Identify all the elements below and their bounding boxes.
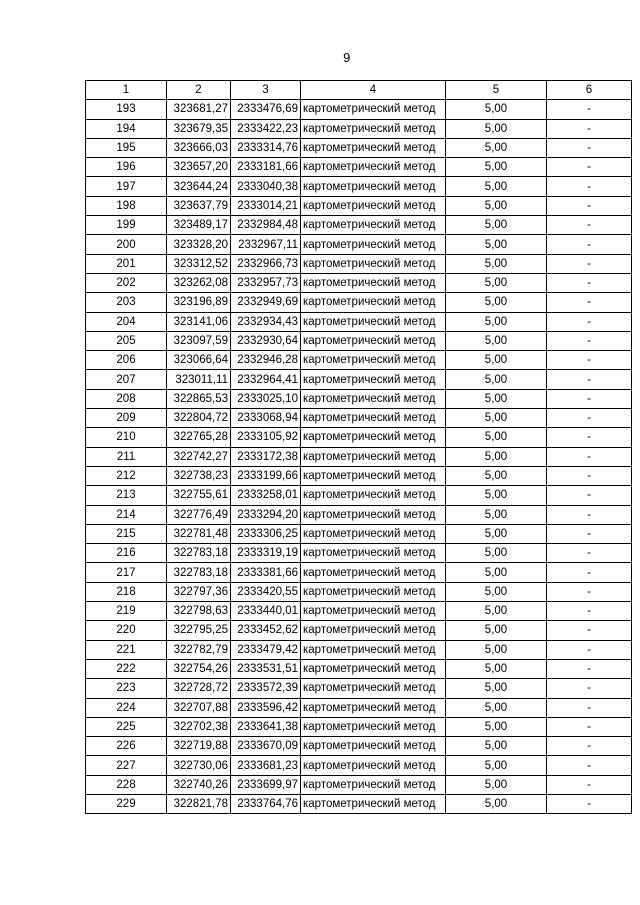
cell-note: - xyxy=(547,254,632,273)
table-row xyxy=(86,428,632,447)
cell-accuracy: 5,00 xyxy=(446,409,547,428)
cell-method: картометрический метод xyxy=(301,428,446,447)
cell-y-coordinate: 2332984,48 xyxy=(231,216,301,235)
cell-y-coordinate: 2333172,38 xyxy=(231,447,301,466)
cell-accuracy: 5,00 xyxy=(446,351,547,370)
cell-accuracy: 5,00 xyxy=(446,582,547,601)
cell-note: - xyxy=(547,582,632,601)
cell-y-coordinate: 2333596,42 xyxy=(231,698,301,717)
cell-x-coordinate: 323141,06 xyxy=(167,312,231,331)
cell-y-coordinate: 2333422,23 xyxy=(231,119,301,138)
table-row xyxy=(86,775,632,794)
cell-y-coordinate: 2333641,38 xyxy=(231,717,301,736)
cell-y-coordinate: 2333294,20 xyxy=(231,505,301,524)
cell-accuracy: 5,00 xyxy=(446,621,547,640)
column-header-3: 3 xyxy=(231,81,301,100)
cell-accuracy: 5,00 xyxy=(446,331,547,350)
cell-note: - xyxy=(547,158,632,177)
cell-point-number: 229 xyxy=(86,794,167,813)
cell-method: картометрический метод xyxy=(301,659,446,678)
cell-method: картометрический метод xyxy=(301,389,446,408)
table-row xyxy=(86,293,632,312)
cell-point-number: 204 xyxy=(86,312,167,331)
cell-y-coordinate: 2333479,42 xyxy=(231,640,301,659)
cell-method: картометрический метод xyxy=(301,100,446,119)
cell-y-coordinate: 2333025,10 xyxy=(231,389,301,408)
cell-note: - xyxy=(547,370,632,389)
cell-note: - xyxy=(547,717,632,736)
column-header-5: 5 xyxy=(446,81,547,100)
cell-method: картометрический метод xyxy=(301,351,446,370)
cell-x-coordinate: 322719,88 xyxy=(167,737,231,756)
cell-y-coordinate: 2333306,25 xyxy=(231,524,301,543)
cell-accuracy: 5,00 xyxy=(446,389,547,408)
cell-note: - xyxy=(547,293,632,312)
cell-note: - xyxy=(547,177,632,196)
cell-method: картометрический метод xyxy=(301,679,446,698)
cell-note: - xyxy=(547,737,632,756)
cell-accuracy: 5,00 xyxy=(446,273,547,292)
cell-method: картометрический метод xyxy=(301,640,446,659)
cell-method: картометрический метод xyxy=(301,737,446,756)
cell-accuracy: 5,00 xyxy=(446,544,547,563)
cell-y-coordinate: 2332949,69 xyxy=(231,293,301,312)
cell-x-coordinate: 322804,72 xyxy=(167,409,231,428)
cell-note: - xyxy=(547,621,632,640)
table-row xyxy=(86,254,632,273)
cell-x-coordinate: 323066,64 xyxy=(167,351,231,370)
cell-x-coordinate: 323312,52 xyxy=(167,254,231,273)
table-row xyxy=(86,602,632,621)
cell-note: - xyxy=(547,100,632,119)
cell-point-number: 217 xyxy=(86,563,167,582)
cell-point-number: 202 xyxy=(86,273,167,292)
cell-point-number: 196 xyxy=(86,158,167,177)
cell-point-number: 222 xyxy=(86,659,167,678)
cell-method: картометрический метод xyxy=(301,254,446,273)
table-row xyxy=(86,389,632,408)
page-number: 9 xyxy=(343,50,351,65)
table-row xyxy=(86,119,632,138)
cell-x-coordinate: 322755,61 xyxy=(167,486,231,505)
cell-note: - xyxy=(547,659,632,678)
cell-y-coordinate: 2333319,19 xyxy=(231,544,301,563)
cell-accuracy: 5,00 xyxy=(446,737,547,756)
table-row xyxy=(86,447,632,466)
cell-accuracy: 5,00 xyxy=(446,196,547,215)
cell-method: картометрический метод xyxy=(301,119,446,138)
cell-accuracy: 5,00 xyxy=(446,138,547,157)
cell-accuracy: 5,00 xyxy=(446,158,547,177)
cell-point-number: 199 xyxy=(86,216,167,235)
cell-point-number: 211 xyxy=(86,447,167,466)
cell-accuracy: 5,00 xyxy=(446,775,547,794)
cell-method: картометрический метод xyxy=(301,775,446,794)
cell-y-coordinate: 2332957,73 xyxy=(231,273,301,292)
cell-y-coordinate: 2333764,76 xyxy=(231,794,301,813)
cell-y-coordinate: 2332934,43 xyxy=(231,312,301,331)
cell-note: - xyxy=(547,505,632,524)
cell-note: - xyxy=(547,273,632,292)
cell-method: картометрический метод xyxy=(301,698,446,717)
cell-point-number: 205 xyxy=(86,331,167,350)
table-row xyxy=(86,158,632,177)
cell-note: - xyxy=(547,466,632,485)
cell-accuracy: 5,00 xyxy=(446,428,547,447)
cell-note: - xyxy=(547,331,632,350)
cell-note: - xyxy=(547,138,632,157)
cell-note: - xyxy=(547,447,632,466)
cell-note: - xyxy=(547,428,632,447)
cell-x-coordinate: 323681,27 xyxy=(167,100,231,119)
cell-method: картометрический метод xyxy=(301,544,446,563)
cell-accuracy: 5,00 xyxy=(446,640,547,659)
table-row xyxy=(86,698,632,717)
table-row xyxy=(86,717,632,736)
table-row xyxy=(86,235,632,254)
cell-x-coordinate: 323196,89 xyxy=(167,293,231,312)
cell-method: картометрический метод xyxy=(301,196,446,215)
cell-point-number: 197 xyxy=(86,177,167,196)
cell-point-number: 198 xyxy=(86,196,167,215)
cell-x-coordinate: 322742,27 xyxy=(167,447,231,466)
column-header-4: 4 xyxy=(301,81,446,100)
cell-y-coordinate: 2332967,11 xyxy=(231,235,301,254)
cell-method: картометрический метод xyxy=(301,138,446,157)
cell-method: картометрический метод xyxy=(301,582,446,601)
column-header-1: 1 xyxy=(86,81,167,100)
cell-x-coordinate: 322781,48 xyxy=(167,524,231,543)
cell-y-coordinate: 2333670,09 xyxy=(231,737,301,756)
cell-method: картометрический метод xyxy=(301,177,446,196)
column-header-6: 6 xyxy=(547,81,632,100)
table-row xyxy=(86,659,632,678)
coordinates-table xyxy=(85,80,632,814)
cell-x-coordinate: 323097,59 xyxy=(167,331,231,350)
cell-x-coordinate: 322798,63 xyxy=(167,602,231,621)
cell-accuracy: 5,00 xyxy=(446,293,547,312)
cell-note: - xyxy=(547,119,632,138)
cell-method: картометрический метод xyxy=(301,216,446,235)
cell-point-number: 209 xyxy=(86,409,167,428)
cell-accuracy: 5,00 xyxy=(446,447,547,466)
cell-y-coordinate: 2333440,01 xyxy=(231,602,301,621)
cell-method: картометрический метод xyxy=(301,331,446,350)
table-row xyxy=(86,505,632,524)
cell-x-coordinate: 323657,20 xyxy=(167,158,231,177)
cell-point-number: 194 xyxy=(86,119,167,138)
cell-point-number: 210 xyxy=(86,428,167,447)
cell-note: - xyxy=(547,409,632,428)
cell-note: - xyxy=(547,544,632,563)
cell-note: - xyxy=(547,563,632,582)
table-row xyxy=(86,331,632,350)
cell-point-number: 206 xyxy=(86,351,167,370)
cell-method: картометрический метод xyxy=(301,293,446,312)
table-row xyxy=(86,679,632,698)
cell-method: картометрический метод xyxy=(301,486,446,505)
cell-y-coordinate: 2333699,97 xyxy=(231,775,301,794)
cell-accuracy: 5,00 xyxy=(446,216,547,235)
table-row xyxy=(86,621,632,640)
cell-point-number: 207 xyxy=(86,370,167,389)
cell-accuracy: 5,00 xyxy=(446,119,547,138)
cell-method: картометрический метод xyxy=(301,158,446,177)
table-row xyxy=(86,351,632,370)
table-row xyxy=(86,756,632,775)
cell-y-coordinate: 2333476,69 xyxy=(231,100,301,119)
table-row xyxy=(86,486,632,505)
cell-note: - xyxy=(547,756,632,775)
cell-accuracy: 5,00 xyxy=(446,563,547,582)
cell-accuracy: 5,00 xyxy=(446,524,547,543)
cell-note: - xyxy=(547,679,632,698)
cell-x-coordinate: 322782,79 xyxy=(167,640,231,659)
cell-note: - xyxy=(547,486,632,505)
cell-y-coordinate: 2332930,64 xyxy=(231,331,301,350)
cell-method: картометрический метод xyxy=(301,466,446,485)
cell-x-coordinate: 323679,35 xyxy=(167,119,231,138)
table-row xyxy=(86,737,632,756)
cell-y-coordinate: 2333681,23 xyxy=(231,756,301,775)
cell-method: картометрический метод xyxy=(301,794,446,813)
cell-point-number: 218 xyxy=(86,582,167,601)
cell-accuracy: 5,00 xyxy=(446,659,547,678)
cell-x-coordinate: 322865,53 xyxy=(167,389,231,408)
table-row xyxy=(86,312,632,331)
cell-method: картометрический метод xyxy=(301,447,446,466)
table-body xyxy=(86,100,632,814)
cell-y-coordinate: 2333199,66 xyxy=(231,466,301,485)
cell-x-coordinate: 322821,78 xyxy=(167,794,231,813)
cell-x-coordinate: 322740,26 xyxy=(167,775,231,794)
cell-x-coordinate: 323011,11 xyxy=(167,370,231,389)
cell-point-number: 221 xyxy=(86,640,167,659)
cell-note: - xyxy=(547,351,632,370)
cell-method: картометрический метод xyxy=(301,370,446,389)
cell-x-coordinate: 323328,20 xyxy=(167,235,231,254)
table-row xyxy=(86,177,632,196)
cell-point-number: 223 xyxy=(86,679,167,698)
table-row xyxy=(86,100,632,119)
cell-method: картометрический метод xyxy=(301,409,446,428)
cell-y-coordinate: 2333314,76 xyxy=(231,138,301,157)
cell-y-coordinate: 2333452,62 xyxy=(231,621,301,640)
cell-point-number: 228 xyxy=(86,775,167,794)
cell-accuracy: 5,00 xyxy=(446,466,547,485)
cell-accuracy: 5,00 xyxy=(446,100,547,119)
cell-accuracy: 5,00 xyxy=(446,177,547,196)
table-row xyxy=(86,640,632,659)
table-row xyxy=(86,196,632,215)
cell-accuracy: 5,00 xyxy=(446,794,547,813)
cell-x-coordinate: 323644,24 xyxy=(167,177,231,196)
cell-accuracy: 5,00 xyxy=(446,370,547,389)
table-header-row xyxy=(86,81,632,100)
cell-point-number: 201 xyxy=(86,254,167,273)
table-row xyxy=(86,524,632,543)
cell-point-number: 226 xyxy=(86,737,167,756)
cell-point-number: 212 xyxy=(86,466,167,485)
table-row xyxy=(86,273,632,292)
table-row xyxy=(86,582,632,601)
cell-y-coordinate: 2332966,73 xyxy=(231,254,301,273)
cell-y-coordinate: 2333068,94 xyxy=(231,409,301,428)
cell-y-coordinate: 2333258,01 xyxy=(231,486,301,505)
cell-method: картометрический метод xyxy=(301,235,446,254)
cell-x-coordinate: 322728,72 xyxy=(167,679,231,698)
cell-x-coordinate: 323666,03 xyxy=(167,138,231,157)
cell-y-coordinate: 2333531,51 xyxy=(231,659,301,678)
cell-x-coordinate: 322754,26 xyxy=(167,659,231,678)
cell-x-coordinate: 322730,06 xyxy=(167,756,231,775)
cell-y-coordinate: 2332946,28 xyxy=(231,351,301,370)
cell-note: - xyxy=(547,640,632,659)
table-row xyxy=(86,794,632,813)
cell-x-coordinate: 322783,18 xyxy=(167,563,231,582)
cell-x-coordinate: 322783,18 xyxy=(167,544,231,563)
cell-method: картометрический метод xyxy=(301,312,446,331)
cell-accuracy: 5,00 xyxy=(446,312,547,331)
cell-note: - xyxy=(547,196,632,215)
cell-point-number: 193 xyxy=(86,100,167,119)
cell-accuracy: 5,00 xyxy=(446,486,547,505)
cell-accuracy: 5,00 xyxy=(446,254,547,273)
cell-point-number: 225 xyxy=(86,717,167,736)
cell-note: - xyxy=(547,775,632,794)
cell-note: - xyxy=(547,235,632,254)
cell-method: картометрический метод xyxy=(301,621,446,640)
table-row xyxy=(86,409,632,428)
cell-method: картометрический метод xyxy=(301,273,446,292)
cell-y-coordinate: 2333040,38 xyxy=(231,177,301,196)
cell-x-coordinate: 322776,49 xyxy=(167,505,231,524)
cell-method: картометрический метод xyxy=(301,563,446,582)
cell-point-number: 203 xyxy=(86,293,167,312)
cell-note: - xyxy=(547,698,632,717)
cell-accuracy: 5,00 xyxy=(446,679,547,698)
cell-y-coordinate: 2333105,92 xyxy=(231,428,301,447)
cell-accuracy: 5,00 xyxy=(446,717,547,736)
cell-note: - xyxy=(547,602,632,621)
cell-point-number: 216 xyxy=(86,544,167,563)
cell-x-coordinate: 323262,08 xyxy=(167,273,231,292)
cell-note: - xyxy=(547,216,632,235)
cell-x-coordinate: 322702,38 xyxy=(167,717,231,736)
cell-accuracy: 5,00 xyxy=(446,756,547,775)
cell-point-number: 195 xyxy=(86,138,167,157)
cell-y-coordinate: 2333381,66 xyxy=(231,563,301,582)
cell-note: - xyxy=(547,524,632,543)
cell-y-coordinate: 2333572,39 xyxy=(231,679,301,698)
cell-accuracy: 5,00 xyxy=(446,235,547,254)
cell-accuracy: 5,00 xyxy=(446,602,547,621)
cell-accuracy: 5,00 xyxy=(446,698,547,717)
cell-point-number: 214 xyxy=(86,505,167,524)
cell-x-coordinate: 322765,28 xyxy=(167,428,231,447)
cell-point-number: 213 xyxy=(86,486,167,505)
cell-x-coordinate: 322797,36 xyxy=(167,582,231,601)
cell-accuracy: 5,00 xyxy=(446,505,547,524)
cell-method: картометрический метод xyxy=(301,505,446,524)
cell-point-number: 200 xyxy=(86,235,167,254)
cell-point-number: 224 xyxy=(86,698,167,717)
table-row xyxy=(86,370,632,389)
cell-y-coordinate: 2332964,41 xyxy=(231,370,301,389)
cell-method: картометрический метод xyxy=(301,602,446,621)
cell-x-coordinate: 323637,79 xyxy=(167,196,231,215)
cell-point-number: 215 xyxy=(86,524,167,543)
cell-y-coordinate: 2333181,66 xyxy=(231,158,301,177)
cell-point-number: 219 xyxy=(86,602,167,621)
cell-y-coordinate: 2333014,21 xyxy=(231,196,301,215)
table-row xyxy=(86,563,632,582)
cell-note: - xyxy=(547,794,632,813)
cell-point-number: 220 xyxy=(86,621,167,640)
cell-note: - xyxy=(547,312,632,331)
column-header-2: 2 xyxy=(167,81,231,100)
cell-point-number: 208 xyxy=(86,389,167,408)
table-row xyxy=(86,466,632,485)
cell-y-coordinate: 2333420,55 xyxy=(231,582,301,601)
cell-x-coordinate: 322738,23 xyxy=(167,466,231,485)
cell-x-coordinate: 322707,88 xyxy=(167,698,231,717)
cell-method: картометрический метод xyxy=(301,717,446,736)
cell-method: картометрический метод xyxy=(301,524,446,543)
table-row xyxy=(86,544,632,563)
cell-x-coordinate: 323489,17 xyxy=(167,216,231,235)
table-row xyxy=(86,216,632,235)
cell-note: - xyxy=(547,389,632,408)
table-row xyxy=(86,138,632,157)
cell-point-number: 227 xyxy=(86,756,167,775)
cell-x-coordinate: 322795,25 xyxy=(167,621,231,640)
cell-method: картометрический метод xyxy=(301,756,446,775)
